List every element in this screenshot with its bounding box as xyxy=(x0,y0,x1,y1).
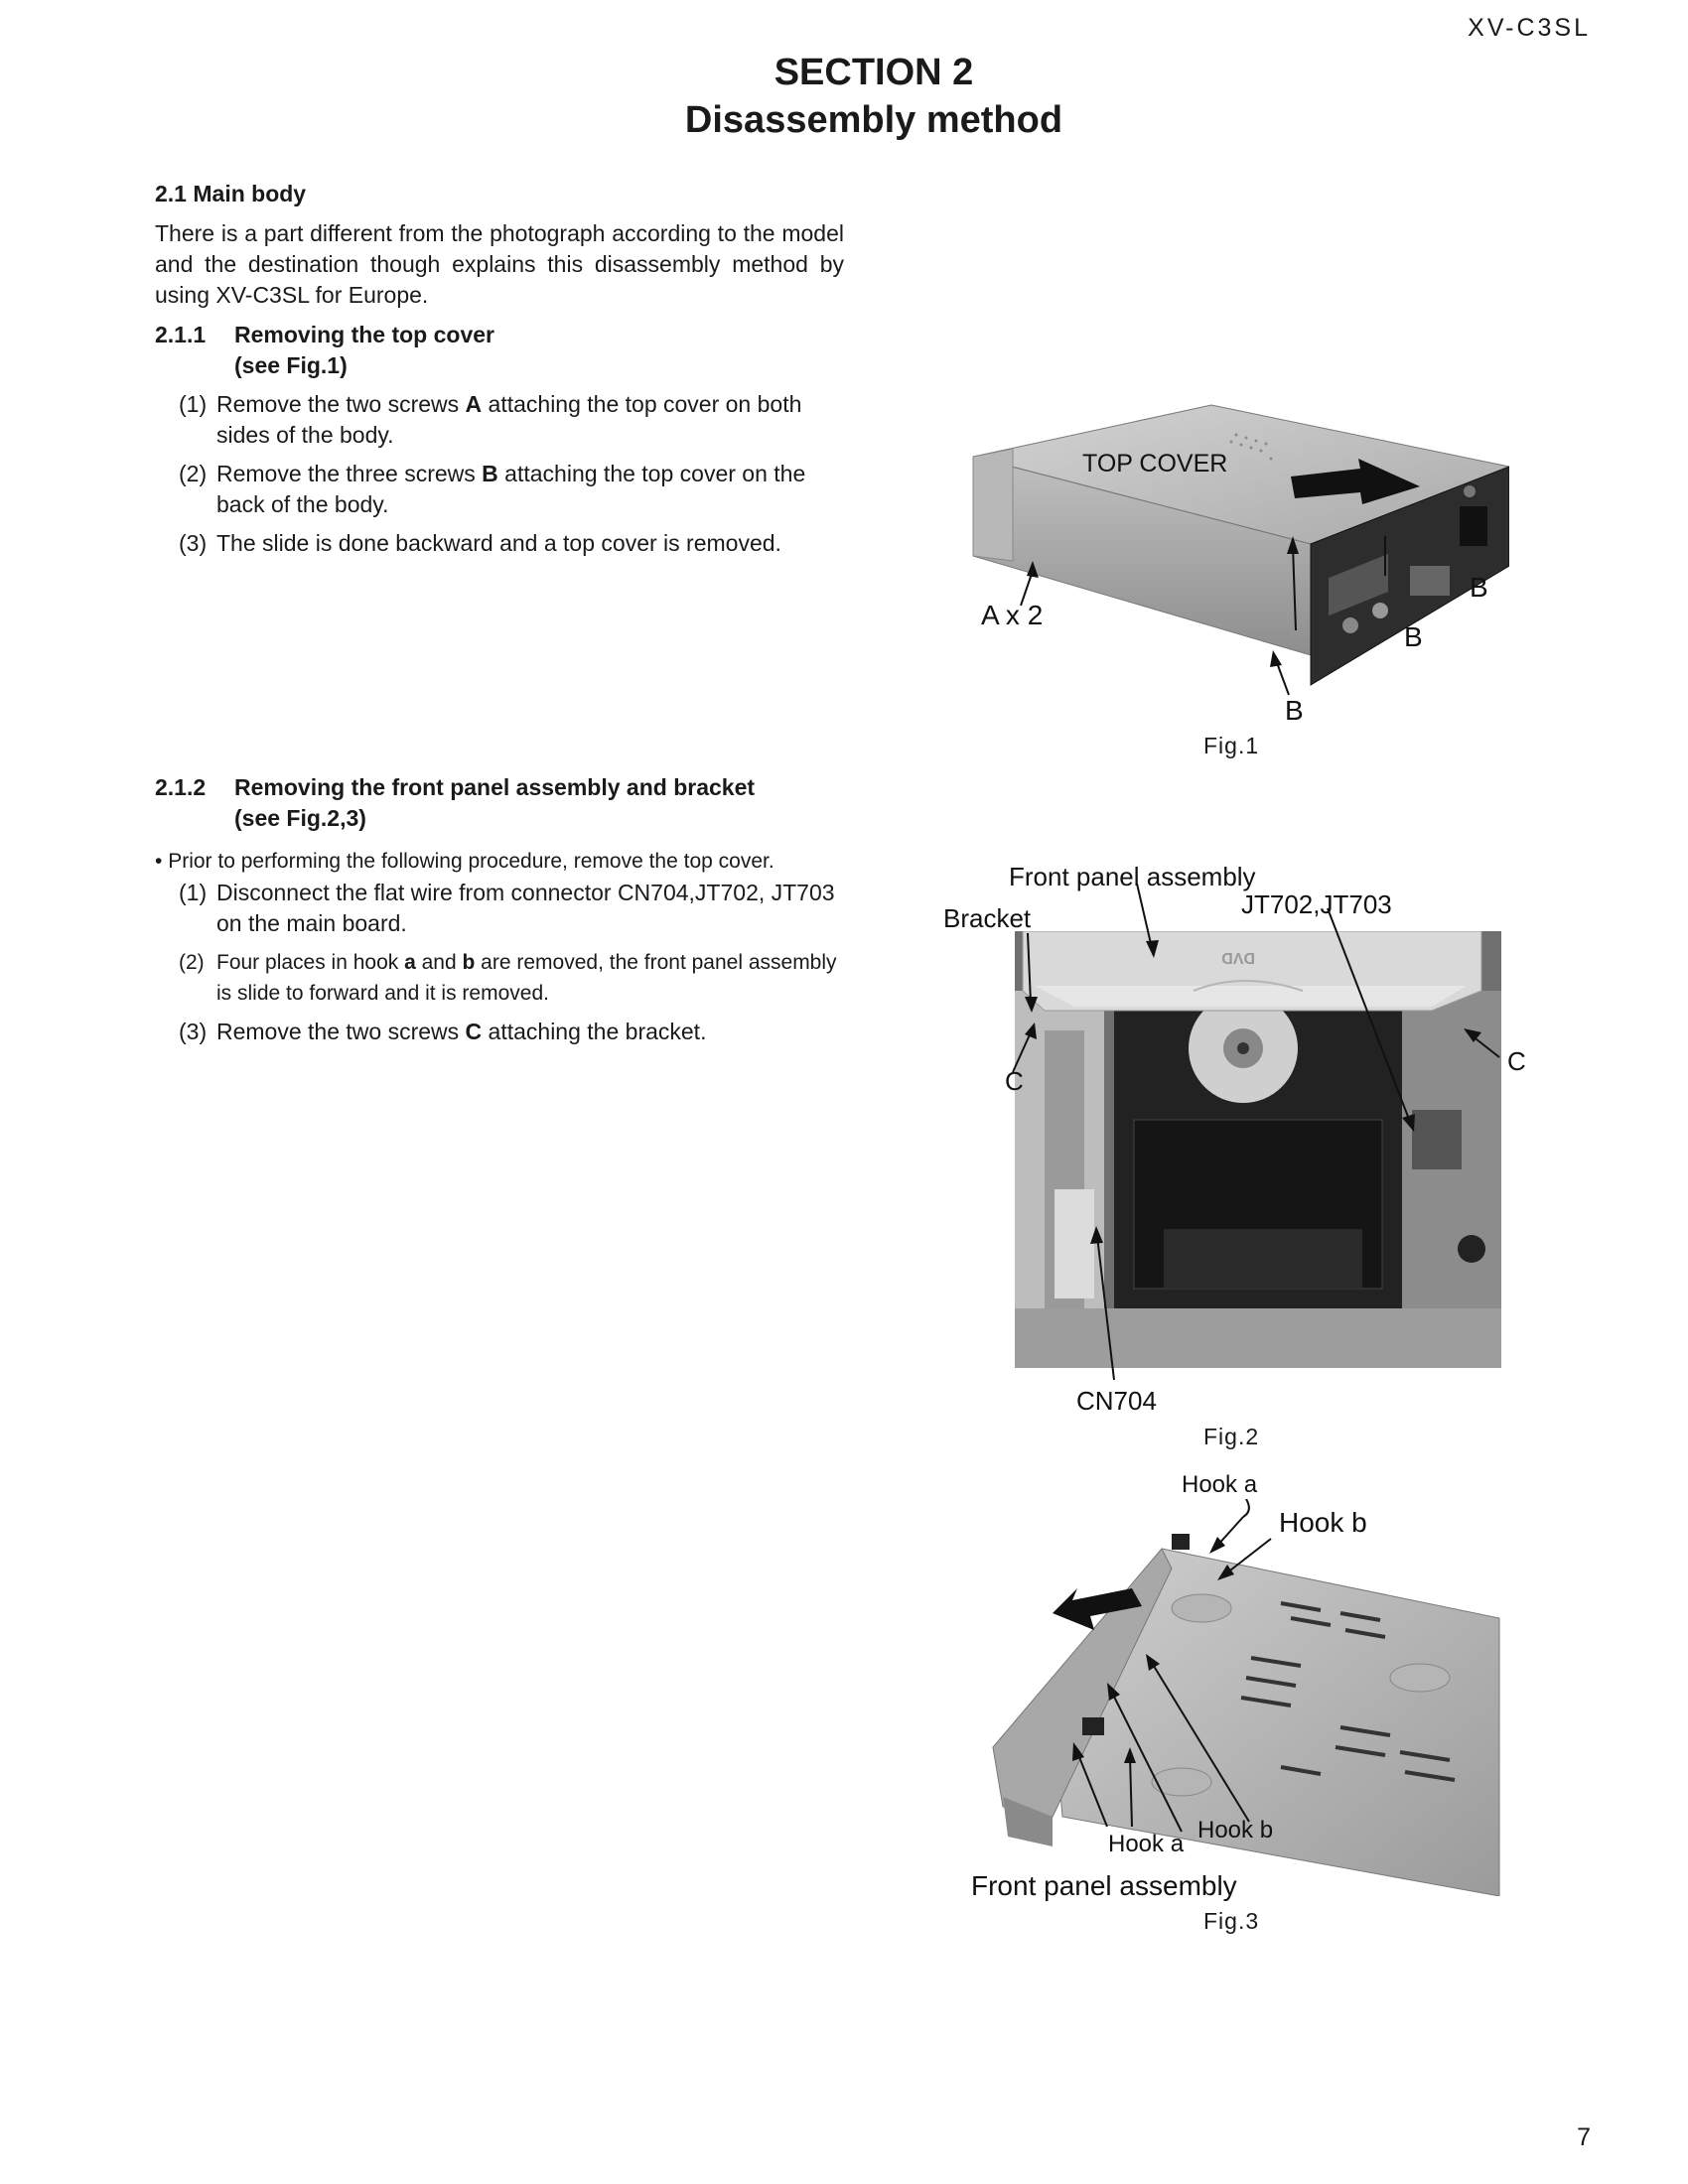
fig2-label-jt702-jt703: JT702,JT703 xyxy=(1241,889,1392,919)
fig3-caption: Fig.3 xyxy=(1203,1908,1260,1934)
heading-2-1-2-subtitle: (see Fig.2,3) xyxy=(234,805,366,831)
section-number: SECTION 2 xyxy=(774,52,974,93)
fig3-label-front-panel: Front panel assembly xyxy=(971,1870,1237,1901)
fig3-label-hook-a-top: Hook a xyxy=(1182,1471,1258,1498)
fig1-label-b-middle: B xyxy=(1404,621,1423,652)
fig2-caption: Fig.2 xyxy=(1203,1424,1260,1449)
prerequisite-note: • Prior to performing the following procedure, remove the top cover. xyxy=(155,850,774,873)
bullet-icon: • xyxy=(155,850,169,873)
heading-2-1-1-number: 2.1.1 xyxy=(155,322,207,347)
fig3-label-hook-b-top: Hook b xyxy=(1279,1507,1367,1538)
fig2-label-c-left: C xyxy=(1005,1066,1024,1096)
fig1-label-top-cover: TOP COVER xyxy=(1082,450,1228,478)
fig1-label-b-bottom: B xyxy=(1285,695,1304,726)
fig1-label-b-right: B xyxy=(1470,572,1488,603)
step-2-1-2-1: (1) Disconnect the flat wire from connector CN704,JT702, JT703 on the main board. xyxy=(179,880,835,936)
fig1-caption: Fig.1 xyxy=(1203,733,1260,758)
intro-paragraph: There is a part different from the photograph according to the model and the destination though explains this disassembly method by using XV-C3SL for Europe. xyxy=(155,220,844,308)
step-2-1-2-2: (2) Four places in hook a and b are removed, the front panel assembly is slide to forward and it is removed. xyxy=(179,951,837,1005)
fig1-label-a: A x 2 xyxy=(981,600,1044,630)
fig3-label-hook-a-bottom: Hook a xyxy=(1108,1831,1185,1857)
step-2-1-1-2: (2) Remove the three screws B attaching the top cover on the back of the body. xyxy=(179,461,806,517)
fig1-arrows xyxy=(953,536,1509,735)
step-2-1-2-3: (3) Remove the two screws C attaching the bracket. xyxy=(179,1019,707,1044)
fig3-label-hook-b-bottom: Hook b xyxy=(1197,1817,1274,1843)
heading-2-1-1-title: Removing the top cover xyxy=(234,322,494,347)
fig2-label-cn704: CN704 xyxy=(1076,1386,1157,1416)
model-number: XV-C3SL xyxy=(1468,14,1591,42)
heading-2-1-2-title: Removing the front panel assembly and bracket xyxy=(234,774,756,800)
fig2-arrows xyxy=(953,884,1549,1410)
fig2-label-front-panel: Front panel assembly xyxy=(1009,862,1256,891)
heading-2-1-2-number: 2.1.2 xyxy=(155,774,207,800)
fig2-label-c-right: C xyxy=(1507,1046,1526,1076)
page-number: 7 xyxy=(1577,2123,1591,2151)
step-2-1-1-1: (1) Remove the two screws A attaching the top cover on both sides of the body. xyxy=(179,391,802,448)
fig2-dvd-logo: DVD xyxy=(1221,949,1255,966)
fig2-label-bracket: Bracket xyxy=(943,903,1032,933)
step-2-1-1-3: (3) The slide is done backward and a top cover is removed. xyxy=(179,530,781,556)
heading-2-1-1-subtitle: (see Fig.1) xyxy=(234,352,348,378)
heading-main-body: 2.1 Main body xyxy=(155,181,307,206)
page-title: Disassembly method xyxy=(684,99,1063,141)
